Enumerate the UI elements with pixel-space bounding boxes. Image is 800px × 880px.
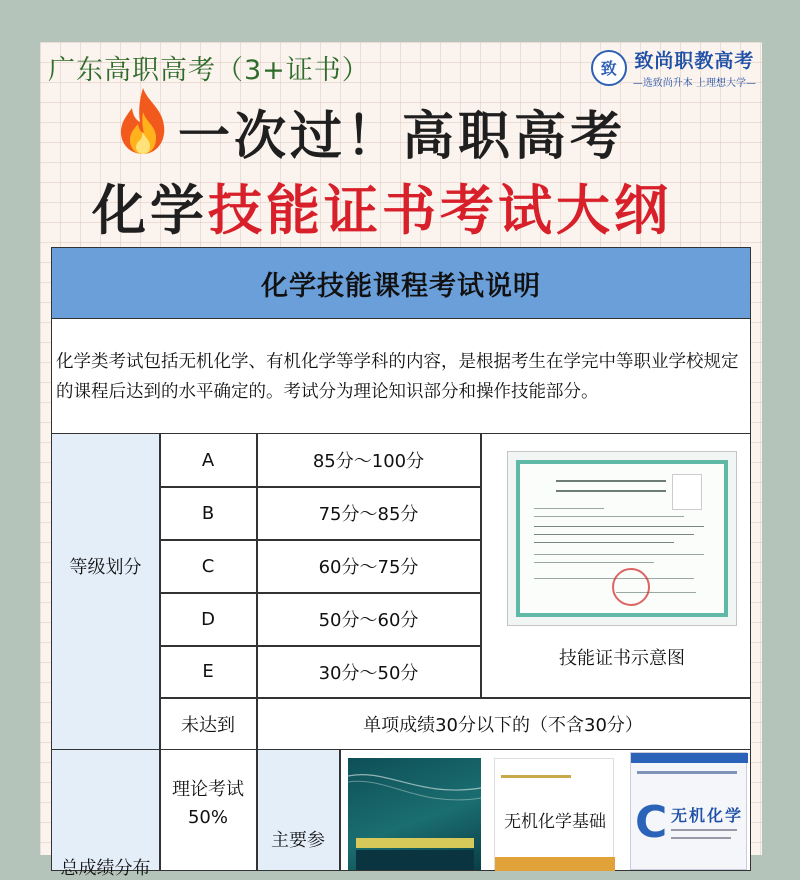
- grade-range: 60分～75分: [318, 557, 419, 578]
- divider: [159, 486, 480, 488]
- divider: [159, 539, 480, 541]
- title-subject: 化学: [92, 179, 208, 242]
- book2-title: 无机化学基础: [504, 812, 606, 832]
- exam-info-table: [51, 247, 751, 879]
- brand-slogan: —选致尚升本 上理想大学—: [632, 78, 756, 89]
- certificate-image: [507, 451, 737, 626]
- grade-label-fill: [52, 697, 159, 749]
- document-page: [40, 42, 762, 879]
- grade-level: C: [201, 555, 215, 577]
- score-label-text: 总成绩分布: [60, 858, 151, 879]
- grade-label: 等级划分: [52, 434, 159, 697]
- divider: [159, 750, 161, 870]
- divider: [159, 592, 480, 594]
- table-heading: 化学技能课程考试说明: [52, 248, 750, 319]
- grade-range: 75分～85分: [318, 504, 419, 525]
- theory-label: 理论考试: [172, 779, 244, 800]
- brand-logo-icon: 致: [591, 50, 627, 86]
- book-cover-1: [348, 758, 481, 870]
- theory-percent: 50%: [187, 807, 228, 828]
- grade-section: [52, 434, 750, 750]
- grade-level: D: [201, 608, 215, 630]
- book3-title: 无机化学: [671, 806, 744, 825]
- brand-name: 致尚职教高考: [634, 50, 755, 72]
- divider: [339, 750, 341, 870]
- exam-tag: 广东高职高考（3+证书）: [48, 55, 370, 86]
- fail-description: 单项成绩30分以下的（不含30分）: [363, 714, 643, 736]
- book3-cover-letter: C: [635, 797, 668, 848]
- theory-cell: [160, 750, 256, 870]
- divider: [159, 645, 480, 647]
- grade-level: A: [201, 449, 215, 471]
- reference-label: 主要参: [257, 750, 339, 870]
- certificate-caption: 技能证书示意图: [559, 648, 685, 669]
- score-label: [52, 750, 159, 879]
- grade-level: B: [201, 502, 215, 524]
- grade-level: E: [202, 661, 214, 682]
- grade-range: 30分～50分: [318, 662, 419, 684]
- book-swirl-icon: [348, 758, 481, 870]
- score-section: [52, 750, 750, 879]
- title-highlight: 技能证书考试大纲: [208, 179, 672, 242]
- cert-seal-icon: [612, 568, 650, 606]
- main-title-line1: 一次过！高职高考: [178, 107, 627, 167]
- fire-icon: [110, 86, 176, 156]
- grade-range: 85分～100分: [312, 451, 425, 472]
- book-cover-2: [494, 758, 614, 870]
- grade-range: 50分～60分: [318, 610, 419, 631]
- book-cover-3: [630, 752, 747, 870]
- divider: [256, 750, 258, 870]
- fail-label: 未达到: [181, 714, 235, 736]
- divider: [159, 697, 750, 699]
- main-title-line2: [92, 168, 672, 245]
- divider: [480, 434, 482, 698]
- exam-description: 化学类考试包括无机化学、有机化学等学科的内容，是根据考生在学完中等职业学校规定的课程后达到的水平确定的。考试分为理论知识部分和操作技能部分。: [52, 319, 750, 434]
- cert-photo-placeholder: [672, 474, 702, 510]
- brand-block: [591, 46, 756, 89]
